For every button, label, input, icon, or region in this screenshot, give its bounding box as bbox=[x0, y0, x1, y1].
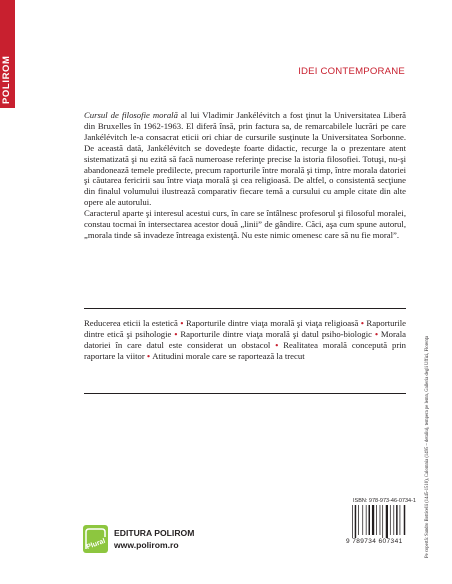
topic-item: Reducerea eticii la estetică bbox=[84, 318, 178, 328]
description-text bbox=[84, 110, 406, 241]
topic-item: Raporturile dintre etică şi psihologie bbox=[84, 318, 406, 339]
description-paragraph-2: Caracterul aparte şi interesul acestui curs, în care se întâlnesc profesorul şi filosoful moralei, constau tocmai în intersectarea acestor două „linii” de gândire. Căci, aşa cum spune autorul, „morala tinde să invadeze întreaga existenţă. Nu este nimic omenesc care să nu fie moral”. bbox=[84, 208, 406, 240]
description-paragraph-1 bbox=[84, 110, 406, 208]
barcode-icon bbox=[351, 505, 409, 542]
topic-item: Realitatea morală concepută prin raportare la viitor bbox=[84, 339, 407, 361]
brand-tab bbox=[0, 0, 15, 108]
bullet-icon: • bbox=[360, 318, 367, 328]
isbn-label: ISBN: 978-973-46-0734-1 bbox=[353, 498, 416, 504]
plural-logo-icon bbox=[83, 525, 108, 553]
publisher-name: EDITURA POLIROM bbox=[114, 528, 195, 538]
bottom-divider bbox=[84, 393, 406, 394]
collection-title: IDEI CONTEMPORANE bbox=[298, 66, 405, 77]
publisher-url[interactable]: www.polirom.ro bbox=[114, 540, 179, 550]
bullet-icon: • bbox=[275, 339, 284, 350]
topic-item: Raporturile dintre viaţa morală şi viaţa religioasă bbox=[185, 318, 359, 328]
bullet-icon: • bbox=[146, 350, 153, 361]
book-title: Cursul de filosofie morală bbox=[84, 110, 178, 120]
description-paragraph-1-rest: al lui Vladimir Jankélévitch a fost ţinut la Universitatea Liberă din Bruxelles în 1962-1963. El diferă însă, prin factura sa, de remarcabilele lucrări pe care Jankélévitch le-a consacrat eticii ori chiar de cursurile susţinute la Universitatea Sorbonne. De această dată, Jankélévitch se dovedeşte foarte didactic, recurge la o prezentare atent sistematizată şi nu ezită să facă numeroase referinţe precise la istoria filosofiei. Totuşi, nu-şi abandonează temele predilecte, precum raporturile între morală şi timp, între morala datoriei şi căutarea fericirii sau între viaţa morală şi cea religioasă. De altfel, o consistentă secţiune din finalul volumului ilustrează comparativ fiecare temă a cursului cu ample citate din alte opere ale autorului. bbox=[84, 110, 407, 208]
barcode-digits: 9 789734 607341 bbox=[346, 538, 403, 545]
bullet-icon: • bbox=[374, 328, 381, 339]
topic-item: Raporturile dintre viaţa morală şi datul psiho-biologic bbox=[180, 328, 373, 339]
logo-label: Plural bbox=[85, 537, 107, 552]
cover-credit: Pe copertă: Sandro Botticelli (1445-1510), Calomnia (1495 – detaliu), tempera pe lemn, Galleria degli Uffizi, Florenţa bbox=[425, 335, 430, 558]
topic-item: Morala datoriei în care datul este considerat un obstacol bbox=[84, 328, 407, 350]
brand-label: POLIROM bbox=[1, 55, 12, 104]
top-divider bbox=[84, 308, 406, 309]
bullet-icon: • bbox=[174, 328, 181, 339]
topics-list bbox=[84, 318, 406, 362]
topic-item: Atitudini morale care se raportează la trecut bbox=[152, 350, 305, 361]
bullet-icon: • bbox=[180, 318, 186, 328]
